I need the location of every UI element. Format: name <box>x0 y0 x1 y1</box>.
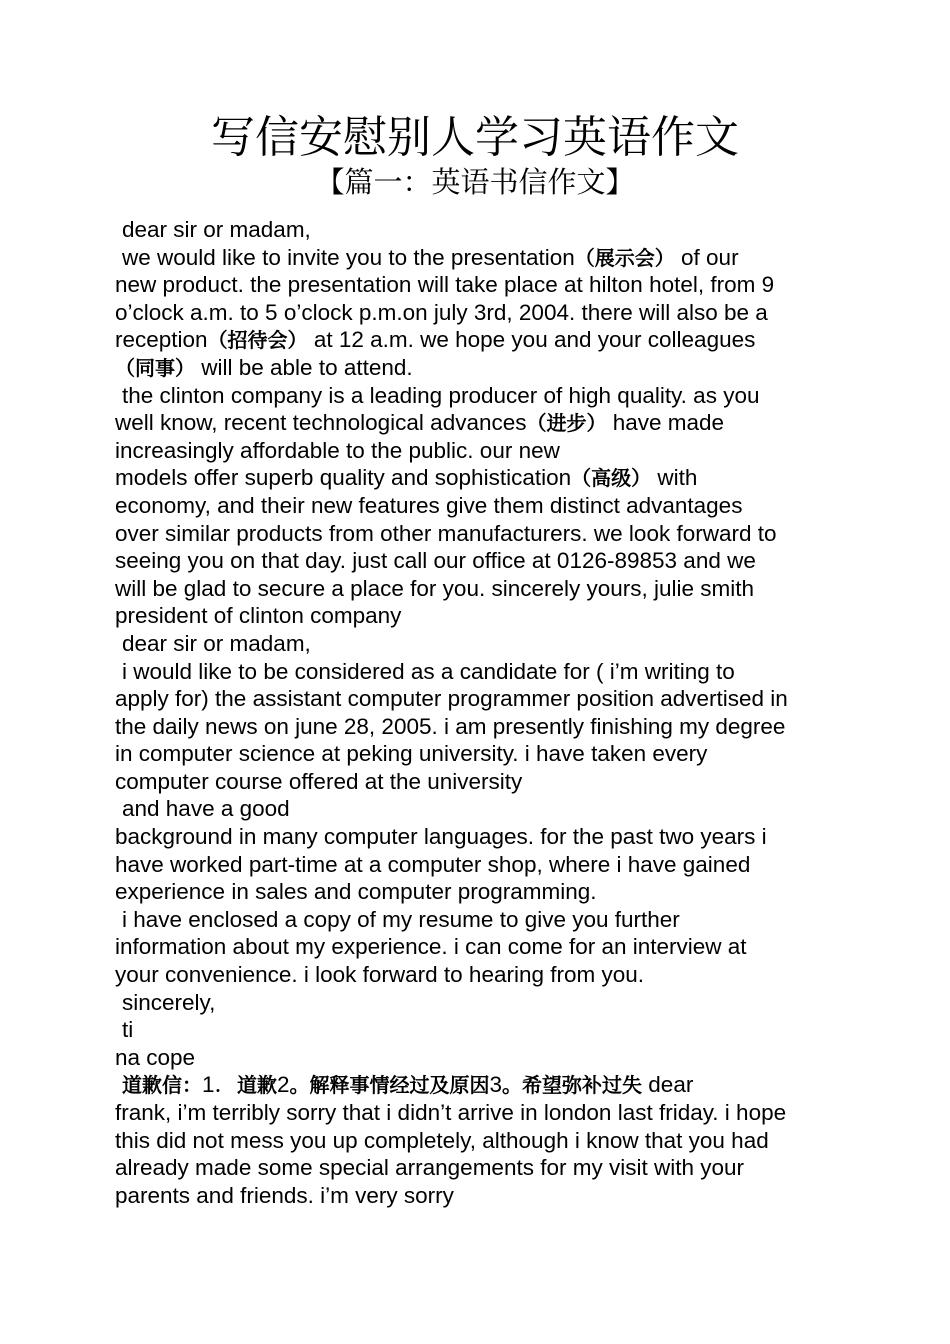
text-line <box>115 933 840 961</box>
chinese-gloss: 。解释事情经过及原因 <box>289 1073 490 1098</box>
text-line <box>115 768 840 796</box>
text-line <box>115 989 840 1017</box>
text-line <box>115 1071 840 1099</box>
text-segment: background in many computer languages. for the past two years i <box>115 824 767 850</box>
text-line <box>115 437 840 465</box>
text-segment: frank, i’m terribly sorry that i didn’t arrive in london last friday. i hope <box>115 1100 787 1125</box>
text-segment: dear sir or madam, <box>122 217 311 242</box>
text-segment: na cope <box>115 1044 196 1070</box>
text-segment: have made <box>606 410 725 436</box>
text-segment: parents and friends. i’m very sorry <box>115 1182 454 1208</box>
text-segment: 3 <box>489 1072 503 1098</box>
chinese-gloss: 道歉 <box>237 1073 278 1098</box>
text-segment: 1． <box>202 1072 238 1098</box>
document-title: 写信安慰别人学习英语作文 <box>211 112 739 163</box>
text-segment: increasingly affordable to the public. our new <box>115 437 560 463</box>
text-line <box>115 713 840 741</box>
text-line <box>115 851 840 879</box>
chinese-gloss: （展示会） <box>574 245 675 270</box>
chinese-gloss: （招待会） <box>207 328 308 353</box>
text-line <box>115 906 840 934</box>
text-segment: and have a good <box>122 796 290 822</box>
text-segment: models offer superb quality and sophistication <box>115 465 572 491</box>
text-line <box>115 575 840 603</box>
text-line <box>115 216 840 244</box>
text-line <box>115 409 840 437</box>
text-segment: well know, recent technological advances <box>115 410 527 436</box>
text-segment: will be able to attend. <box>195 354 413 380</box>
text-segment: information about my experience. i can come for an interview at <box>115 934 747 960</box>
text-line <box>115 1127 840 1155</box>
chinese-gloss: 道歉信： <box>122 1073 202 1098</box>
text-segment: have worked part-time at a computer shop, where i have gained <box>115 851 751 877</box>
text-line <box>115 299 840 327</box>
text-line <box>115 795 840 823</box>
text-segment: reception <box>115 327 208 353</box>
text-segment: ti <box>122 1017 134 1043</box>
chinese-gloss: （高级） <box>571 466 652 491</box>
text-line <box>115 630 840 658</box>
chinese-gloss: （进步） <box>526 411 607 436</box>
text-segment: president of clinton company <box>115 603 402 629</box>
document-subtitle: 【篇一：英语书信作文】 <box>315 165 635 199</box>
text-line <box>115 1182 840 1210</box>
text-segment: economy, and their new features give them distinct advantages <box>115 492 743 518</box>
text-segment: seeing you on that day. just call our office at 0126-89853 and we <box>115 548 756 574</box>
text-line <box>115 602 840 630</box>
text-line <box>115 658 840 686</box>
text-segment: experience in sales and computer programming. <box>115 879 597 905</box>
text-segment: already made some special arrangements for my visit with your <box>115 1155 745 1181</box>
text-segment: with <box>651 465 698 491</box>
text-line <box>115 354 840 382</box>
text-line <box>115 1099 840 1127</box>
text-segment: o’clock a.m. to 5 o’clock p.m.on july 3rd, 2004. there will also be a <box>115 299 768 325</box>
text-line <box>115 492 840 520</box>
text-segment: the daily news on june 28, 2005. i am presently finishing my degree <box>115 713 786 739</box>
text-line <box>115 1154 840 1182</box>
text-segment: dear <box>642 1072 694 1098</box>
text-segment: at 12 a.m. we hope you and your colleagues <box>307 327 756 353</box>
text-segment: this did not mess you up completely, although i know that you had <box>115 1127 769 1153</box>
text-line <box>115 878 840 906</box>
text-segment: 2 <box>277 1072 290 1098</box>
text-segment: i would like to be considered as a candidate for ( i’m writing to <box>122 658 735 684</box>
text-line <box>115 271 840 299</box>
document-body <box>115 216 840 1209</box>
text-line <box>115 464 840 492</box>
text-line <box>115 740 840 768</box>
chinese-gloss: （同事） <box>115 355 195 380</box>
text-segment: sincerely, <box>122 989 216 1015</box>
text-segment: of our <box>674 244 739 270</box>
text-line <box>115 382 840 410</box>
text-segment: we would like to invite you to the presentation <box>122 244 575 270</box>
text-line <box>115 547 840 575</box>
text-segment: apply for) the assistant computer programmer position advertised in <box>115 686 788 712</box>
text-segment: i have enclosed a copy of my resume to give you further <box>122 906 680 932</box>
text-segment: the clinton company is a leading producer of high quality. as you <box>122 382 760 408</box>
text-line <box>115 685 840 713</box>
text-line <box>115 823 840 851</box>
text-line <box>115 244 840 272</box>
text-segment: in computer science at peking university. i have taken every <box>115 741 708 767</box>
text-segment: dear sir or madam, <box>122 630 311 656</box>
text-segment: your convenience. i look forward to hearing from you. <box>115 962 645 988</box>
text-segment: over similar products from other manufacturers. we look forward to <box>115 520 777 546</box>
text-line <box>115 326 840 354</box>
text-line <box>115 520 840 548</box>
text-segment: computer course offered at the university <box>115 768 523 794</box>
text-segment: new product. the presentation will take place at hilton hotel, from 9 <box>115 272 775 298</box>
chinese-gloss: 。希望弥补过失 <box>502 1073 643 1098</box>
text-line <box>115 961 840 989</box>
text-line <box>115 1016 840 1044</box>
text-line <box>115 1044 840 1072</box>
text-segment: will be glad to secure a place for you. sincerely yours, julie smith <box>115 575 755 601</box>
